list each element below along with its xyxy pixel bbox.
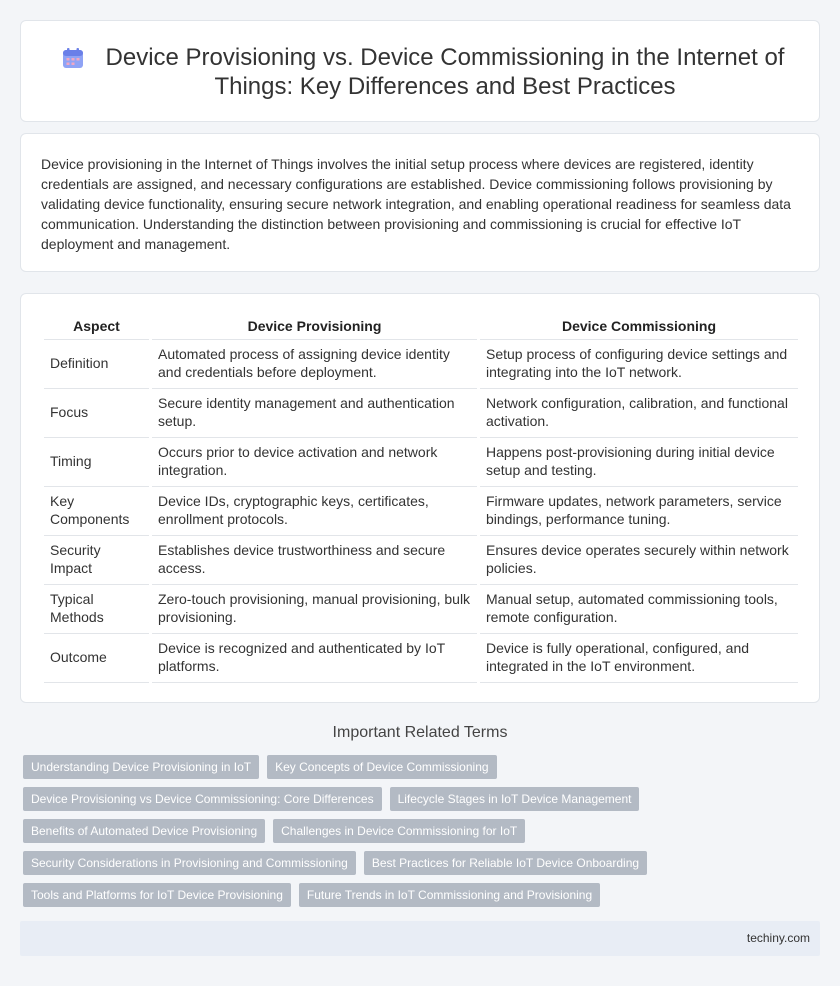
header-provisioning: Device Provisioning [152, 314, 477, 340]
table-row [44, 487, 798, 536]
related-terms-heading: Important Related Terms [332, 724, 508, 741]
related-terms-list [23, 755, 743, 915]
cell-provisioning: Secure identity management and authentication setup. [152, 389, 477, 438]
related-term-tag[interactable]: Future Trends in IoT Commissioning and Provisioning [299, 883, 600, 907]
cell-aspect: Outcome [44, 634, 149, 683]
related-term-tag[interactable]: Best Practices for Reliable IoT Device Onboarding [364, 851, 647, 875]
cell-provisioning: Automated process of assigning device identity and credentials before deployment. [152, 340, 477, 389]
table-row [44, 389, 798, 438]
page-title: Device Provisioning vs. Device Commissioning in the Internet of Things: Key Differences and Best Practices [105, 44, 785, 100]
comparison-table [41, 314, 801, 683]
related-term-tag[interactable]: Device Provisioning vs Device Commissioning: Core Differences [23, 787, 382, 811]
cell-commissioning: Manual setup, automated commissioning tools, remote configuration. [480, 585, 798, 634]
cell-aspect: Typical Methods [44, 585, 149, 634]
cell-provisioning: Zero-touch provisioning, manual provisioning, bulk provisioning. [152, 585, 477, 634]
cell-aspect: Definition [44, 340, 149, 389]
related-term-tag[interactable]: Understanding Device Provisioning in IoT [23, 755, 259, 779]
table-row [44, 536, 798, 585]
footer-site-link[interactable]: techiny.com [746, 931, 810, 945]
cell-commissioning: Network configuration, calibration, and functional activation. [480, 389, 798, 438]
comparison-card [20, 293, 820, 703]
tag-row [23, 755, 743, 779]
cell-commissioning: Firmware updates, network parameters, service bindings, performance tuning. [480, 487, 798, 536]
intro-card [20, 133, 820, 272]
tag-row [23, 787, 743, 811]
header-aspect: Aspect [44, 314, 149, 340]
related-term-tag[interactable]: Benefits of Automated Device Provisioning [23, 819, 265, 843]
related-term-tag[interactable]: Lifecycle Stages in IoT Device Management [390, 787, 640, 811]
related-term-tag[interactable]: Tools and Platforms for IoT Device Provisioning [23, 883, 291, 907]
table-row [44, 585, 798, 634]
table-row [44, 634, 798, 683]
table-row [44, 438, 798, 487]
cell-provisioning: Occurs prior to device activation and network integration. [152, 438, 477, 487]
cell-aspect: Security Impact [44, 536, 149, 585]
table-row [44, 340, 798, 389]
cell-provisioning: Device is recognized and authenticated by IoT platforms. [152, 634, 477, 683]
cell-provisioning: Establishes device trustworthiness and secure access. [152, 536, 477, 585]
cell-commissioning: Setup process of configuring device settings and integrating into the IoT network. [480, 340, 798, 389]
related-term-tag[interactable]: Security Considerations in Provisioning and Commissioning [23, 851, 356, 875]
cell-aspect: Timing [44, 438, 149, 487]
tag-row [23, 883, 743, 907]
intro-paragraph: Device provisioning in the Internet of Things involves the initial setup process where devices are registered, identity credentials are assigned, and necessary configurations are established. Device commissioning follows provisioning by validating device functionality, ensuring secure network integration, and enabling operational readiness for seamless data communication. Understanding the distinction between provisioning and commissioning is crucial for effective IoT deployment and management. [41, 156, 791, 252]
related-term-tag[interactable]: Challenges in Device Commissioning for IoT [273, 819, 525, 843]
tag-row [23, 851, 743, 875]
related-term-tag[interactable]: Key Concepts of Device Commissioning [267, 755, 496, 779]
cell-commissioning: Ensures device operates securely within network policies. [480, 536, 798, 585]
cell-commissioning: Happens post-provisioning during initial device setup and testing. [480, 438, 798, 487]
footer [20, 921, 820, 956]
cell-commissioning: Device is fully operational, configured, and integrated in the IoT environment. [480, 634, 798, 683]
header-commissioning: Device Commissioning [480, 314, 798, 340]
title-card [20, 20, 820, 122]
table-header-row [44, 314, 798, 340]
tag-row [23, 819, 743, 843]
cell-aspect: Focus [44, 389, 149, 438]
cell-provisioning: Device IDs, cryptographic keys, certificates, enrollment protocols. [152, 487, 477, 536]
cell-aspect: Key Components [44, 487, 149, 536]
